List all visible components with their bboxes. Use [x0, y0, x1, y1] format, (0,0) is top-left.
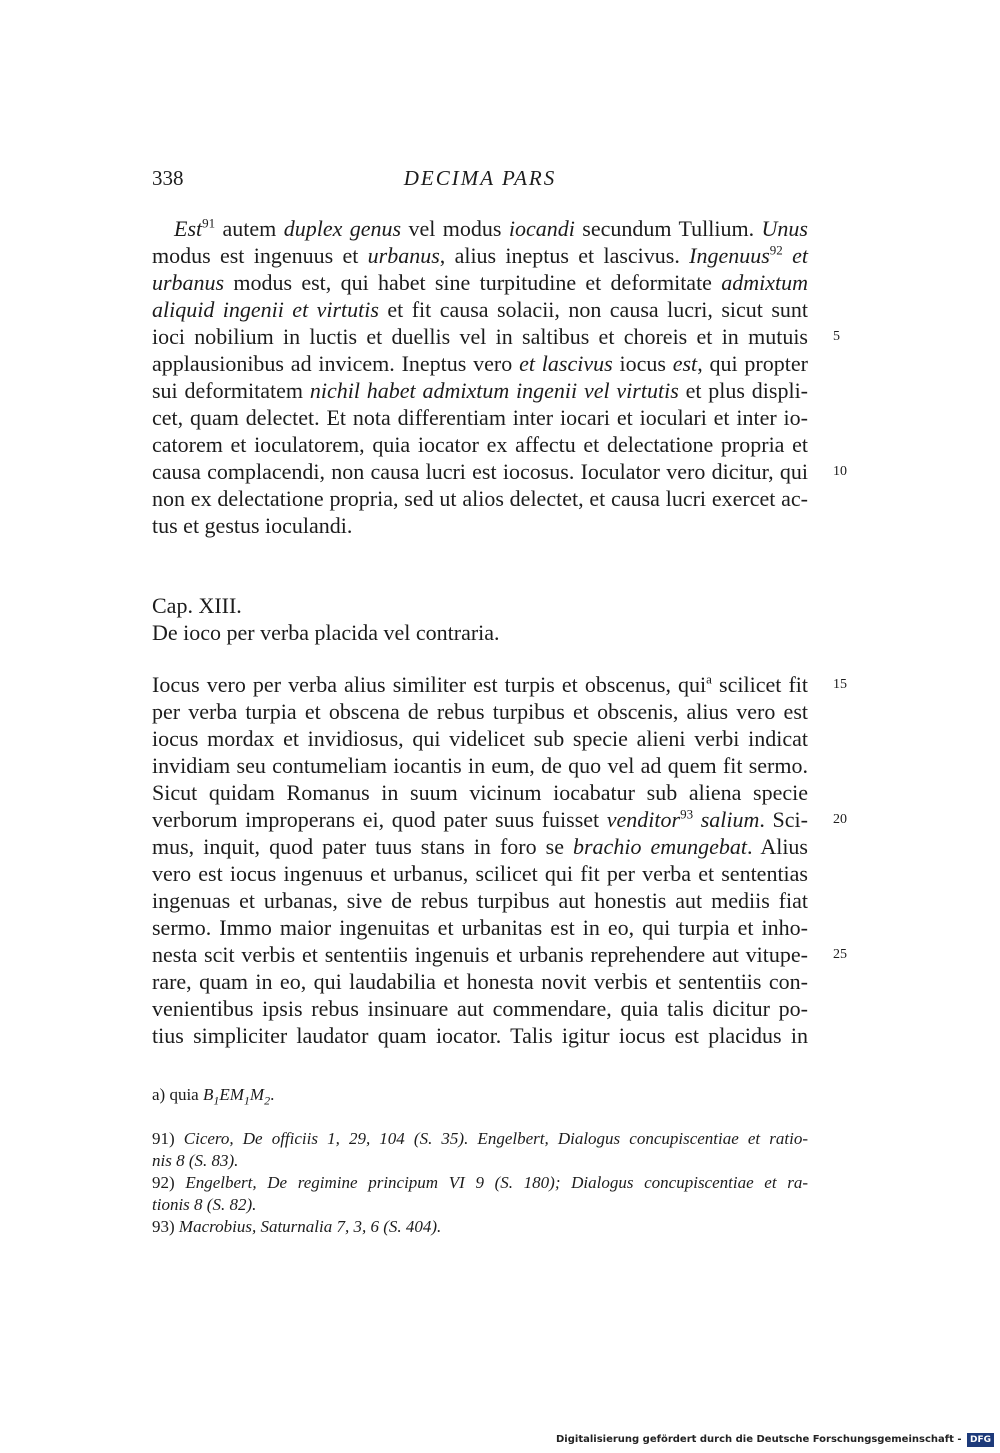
text-line: Est$^{91}$ autem duplex genus vel modus iocandi secundum Tullium. Unus — [174, 215, 808, 241]
text-line: aliquid ingenii et virtutis et fit causa solacii, non causa lucri, sicut sunt — [152, 297, 809, 322]
text-line: nesta scit verbis et sententiis ingenuis et urbanis reprehendere aut vitupe- — [152, 942, 808, 967]
line-number: 25 — [833, 947, 847, 962]
text-line: catorem et ioculatorem, quia iocator ex affectu et delectatione propria et — [152, 432, 808, 457]
footnote-92-cont: tionis 8 (S. 82). — [152, 1195, 257, 1214]
text-line: causa complacendi, non causa lucri est iocosus. Ioculator vero dicitur, qui — [152, 459, 808, 484]
text-line: rare, quam in eo, qui laudabilia et honesta novit verbis et sententiis con- — [152, 969, 808, 994]
text-line: tius simpliciter laudator quam iocator. Talis igitur iocus est placidus in — [152, 1023, 808, 1048]
line-number: 15 — [833, 677, 847, 692]
footnote-91: 91) Cicero, De officiis 1, 29, 104 (S. 35). Engelbert, Dialogus concupiscentiae et ratio- — [152, 1129, 808, 1148]
text-line: urbanus modus est, qui habet sine turpitudine et deformitate admixtum — [152, 270, 808, 295]
dfg-watermark: Digitalisierung gefördert durch die Deutsche Forschungsgemeinschaft - DFG — [556, 1433, 994, 1447]
line-number: 20 — [833, 812, 847, 827]
text-line: venientibus ipsis rebus insinuare aut commendare, quia talis dicitur po- — [152, 996, 808, 1021]
text-line: sermo. Immo maior ingenuitas et urbanitas est in eo, qui turpia et inho- — [152, 915, 808, 940]
text-line: per verba turpia et obscena de rebus turpibus et obscenis, alius vero est — [152, 699, 808, 724]
text-line: tus et gestus ioculandi. — [152, 513, 353, 538]
line-number: 10 — [833, 464, 847, 479]
text-line: modus est ingenuus et urbanus, alius ineptus et lascivus. Ingenuus$^{92}$ et — [152, 242, 808, 268]
text-line: vero est iocus ingenuus et urbanus, scilicet qui fit per verba et sententias — [152, 861, 808, 886]
footnote-92: 92) Engelbert, De regimine principum VI 9 (S. 180); Dialogus concupiscentiae et ra- — [152, 1173, 809, 1192]
text-line: verborum improperans ei, quod pater suus fuisset venditor$^{93}$ salium. Sci- — [152, 806, 808, 832]
dfg-logo: DFG — [967, 1433, 994, 1447]
text-line: sui deformitatem nichil habet admixtum ingenii vel virtutis et plus displi- — [152, 378, 809, 403]
text-line: non ex delectatione propria, sed ut alios delectet, et causa lucri exercet ac- — [152, 486, 808, 511]
text-line: Iocus vero per verba alius similiter est turpis et obscenus, qui$^a$ scilicet fit — [152, 671, 808, 697]
chapter-number: Cap. XIII. — [152, 593, 242, 618]
apparatus-note: a) quia $B_1EM_1M_2$. — [152, 1085, 275, 1108]
text-line: Sicut quidam Romanus in suum vicinum iocabatur sub aliena specie — [152, 780, 808, 805]
text-line: iocus mordax et invidiosus, qui videlicet sub specie alieni verbi indicat — [152, 726, 808, 751]
page-number: 338 — [152, 166, 184, 190]
text-line: ingenuas et urbanas, sive de rebus turpibus aut honestis aut mediis fiat — [152, 888, 808, 913]
text-line: mus, inquit, quod pater tuus stans in foro se brachio emungebat. Alius — [152, 834, 808, 859]
text-line: invidiam seu contumeliam iocantis in eum, de quo vel ad quem fit sermo. — [152, 753, 808, 778]
chapter-title: De ioco per verba placida vel contraria. — [152, 620, 500, 645]
running-title: DECIMA PARS — [403, 166, 557, 190]
text-line: applausionibus ad invicem. Ineptus vero et lascivus iocus est, qui propter — [152, 351, 808, 376]
text-line: cet, quam delectet. Et nota differentiam inter iocari et ioculari et inter io- — [152, 405, 808, 430]
footnote-91-cont: nis 8 (S. 83). — [152, 1151, 239, 1170]
footnote-93: 93) Macrobius, Saturnalia 7, 3, 6 (S. 404). — [152, 1217, 442, 1236]
text-line: ioci nobilium in luctis et duellis vel in saltibus et choreis et in mutuis — [152, 324, 808, 349]
line-number: 5 — [833, 329, 840, 344]
